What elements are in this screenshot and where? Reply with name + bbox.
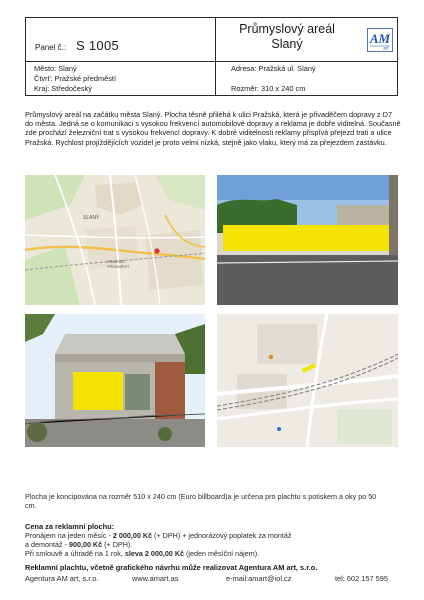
street-photo-billboard — [217, 175, 398, 305]
price-details — [25, 531, 395, 558]
city-field: Město: Slaný — [34, 64, 77, 73]
address-field: Adresa: Pražská ul. Slaný — [231, 64, 316, 73]
map-label-district-1: PRAŽSKÉ — [107, 260, 125, 264]
footer-web-link[interactable]: www.amart.as — [132, 574, 179, 583]
title-line-1: Průmyslový areál — [239, 22, 335, 36]
map-label-district-2: PŘEDMĚSTÍ — [107, 265, 130, 269]
district-field: Čtvrť: Pražské předměstí — [34, 74, 117, 83]
detail-map-image — [217, 314, 398, 447]
city-map-image — [25, 175, 205, 305]
header-box — [25, 17, 398, 62]
price-heading: Cena za reklamní plochu: — [25, 522, 115, 531]
panel-label: Panel č.: — [35, 43, 67, 52]
footer-company: Agentura AM art, s.r.o. — [25, 574, 99, 583]
building-photo-billboard — [25, 314, 205, 447]
description-text: Průmyslový areál na začátku města Slaný. Plocha těsně přiléhá k ulici Pražská, která je přivaděčem dopravy z D7 do města. Jedná se o komunikaci s vysokou frekvencí automobilové dopravy a reklama je dobře viditelná. Současně zde prochází železniční trat s vysokou frekvencí dopravy. K dobré viditelnosti reklamy přispívá přejezd trati a ulice Pražská. Rychlost projíždějících vozidel je proto velmi nízká, stejně jako vlaku, který má za přejezdem zastávku. — [25, 110, 401, 147]
info-divider — [215, 62, 216, 95]
page-title — [216, 22, 358, 52]
billboard-area — [223, 225, 393, 251]
location-marker-icon — [154, 248, 159, 253]
panel-number: S 1005 — [76, 38, 120, 53]
price-line-1: Pronájem na jeden měsíc - 2 000,00 Kč (+ DPH) + jednorázový poplatek za montáž — [25, 531, 292, 540]
billboard-area-2 — [73, 372, 123, 410]
price-line-3: Při smlouvě a úhradě na 1 rok, sleva 2 000,00 Kč (jeden měsíční nájem). — [25, 549, 260, 558]
poi-icon — [269, 355, 273, 359]
map-label-town: SLANÝ — [83, 215, 100, 221]
billboard-note: Plocha je koncipována na rozměr 510 x 240 cm (Euro billboard)a je určena pro plachtu s potiskem a oky po 50 cm. — [25, 492, 377, 510]
footer-phone: tel: 602 157 595 — [335, 574, 389, 583]
bus-stop-icon — [277, 427, 281, 431]
am-art-logo — [367, 28, 393, 52]
title-line-2: Slaný — [271, 37, 303, 51]
footer-email-link[interactable]: e-mail:amart@iol.cz — [226, 574, 292, 583]
svg-text:art: art — [383, 45, 389, 51]
price-line-2: a demontáž - 900,00 Kč (+ DPH). — [25, 540, 133, 549]
svg-text:AM: AM — [369, 31, 391, 46]
size-field: Rozměr: 310 x 240 cm — [231, 84, 306, 93]
location-info-box — [25, 62, 398, 96]
call-to-action: Reklamní plachtu, včetně grafického návrhu může realizovat Agentura AM art, s.r.o. — [25, 563, 318, 572]
region-field: Kraj: Středočeský — [34, 84, 92, 93]
